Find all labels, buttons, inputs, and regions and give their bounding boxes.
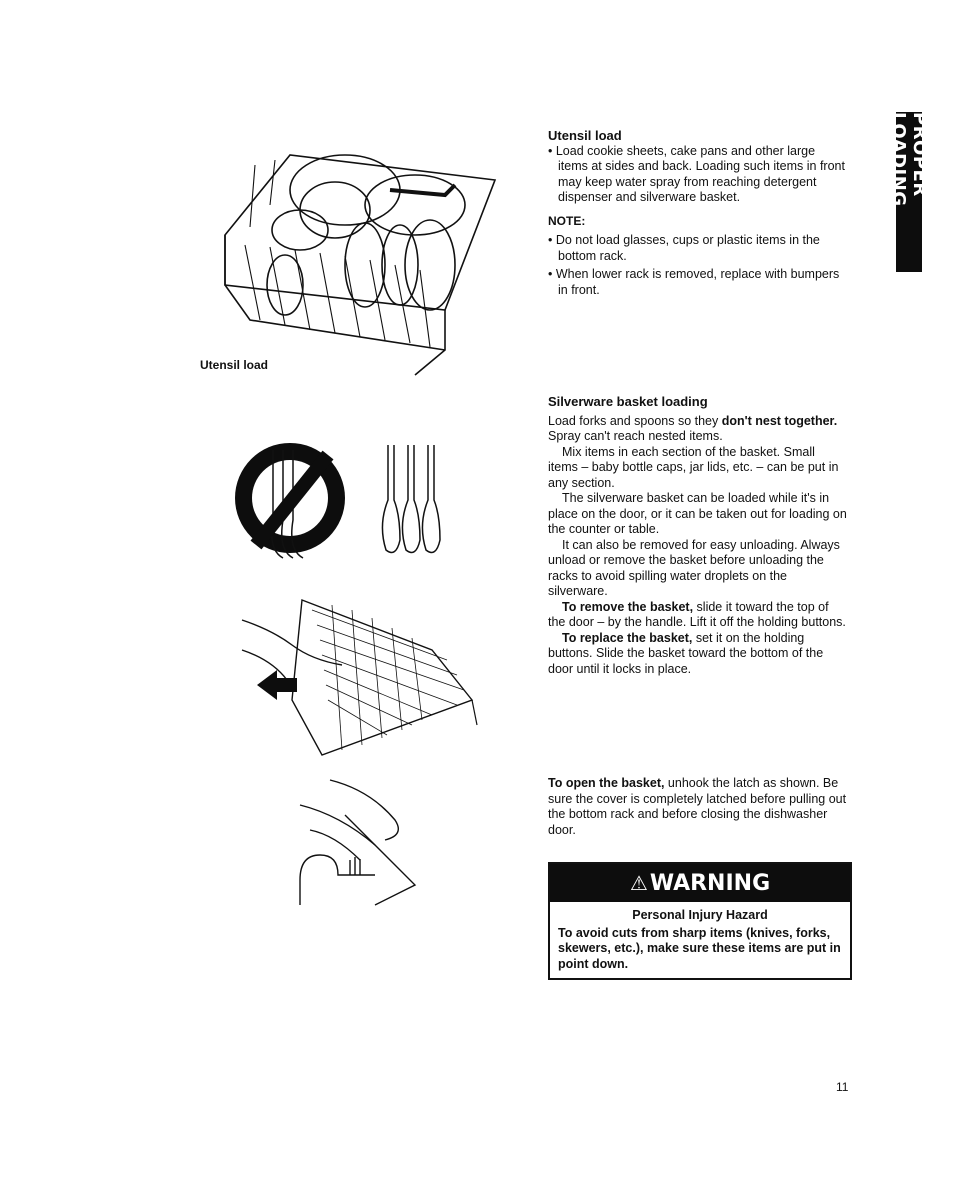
- warning-title: Personal Injury Hazard: [632, 908, 768, 922]
- silverware-paragraph-1: Load forks and spoons so they don't nest together. Spray can't reach nested items.: [548, 413, 838, 443]
- silverware-paragraph-5: To remove the basket, slide it toward the top of the door – by the handle. Lift it off the holding buttons.: [548, 599, 846, 629]
- utensil-load-section: [548, 128, 848, 298]
- silverware-section: [548, 394, 848, 677]
- open-basket-section: [548, 776, 848, 838]
- note-item-2: • When lower rack is removed, replace with bumpers in front.: [548, 267, 840, 297]
- warning-text: To avoid cuts from sharp items (knives, forks, skewers, etc.), make sure these items are put in point down.: [558, 925, 841, 971]
- warning-label: WARNING: [649, 870, 771, 896]
- warning-body: [550, 902, 850, 978]
- open-basket-paragraph: To open the basket, unhook the latch as shown. Be sure the cover is completely latched before pulling out the bottom rack and before closing the dishwasher door.: [548, 776, 847, 837]
- silverware-paragraph-6: To replace the basket, set it on the holding buttons. Slide the basket toward the bottom of the door until it locks in place.: [548, 630, 824, 676]
- utensil-load-caption: Utensil load: [200, 358, 269, 372]
- warning-triangle-icon: ⚠: [629, 871, 648, 895]
- warning-header: [550, 864, 850, 902]
- utensil-load-bullet: • Load cookie sheets, cake pans and other large items at sides and back. Loading such items in front may keep water spray from reaching detergent dispenser and silverware basket.: [548, 143, 845, 204]
- warning-box: [548, 862, 852, 980]
- no-nesting-illustration: [228, 440, 458, 570]
- silverware-heading: Silverware basket loading: [548, 394, 708, 409]
- basket-removal-illustration: [232, 590, 482, 760]
- utensil-load-heading: Utensil load: [548, 128, 622, 143]
- silverware-paragraph-3: The silverware basket can be loaded while it's in place on the door, or it can be taken out for loading on the counter or table.: [548, 491, 847, 536]
- silverware-paragraph-2: Mix items in each section of the basket. Small items – baby bottle caps, jar lids, etc. – can be put in any section.: [548, 444, 839, 490]
- note-label: NOTE:: [548, 213, 586, 228]
- silverware-paragraph-4: It can also be removed for easy unloading. Always unload or remove the basket before unloading the racks to avoid spilling water droplets on the silverware.: [548, 537, 840, 598]
- note-item-1: • Do not load glasses, cups or plastic items in the bottom rack.: [548, 233, 820, 263]
- utensil-load-illustration: [215, 135, 500, 375]
- basket-latch-illustration: [290, 775, 430, 910]
- section-tab: [888, 112, 930, 272]
- page-number: 11: [836, 1080, 849, 1094]
- section-tab-label: PROPER LOADING: [888, 112, 930, 207]
